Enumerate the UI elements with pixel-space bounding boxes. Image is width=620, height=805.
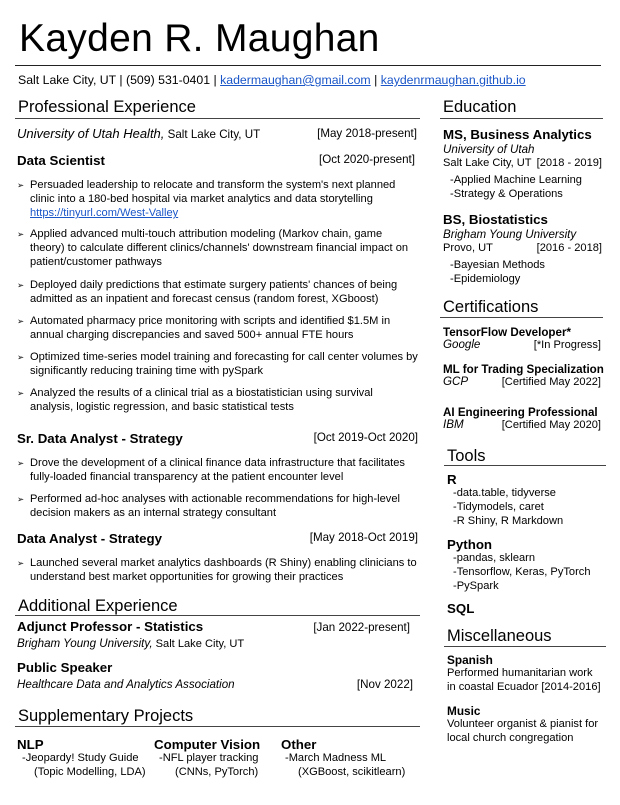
projects-divider bbox=[15, 726, 420, 727]
role-title: Data Analyst - Strategy bbox=[17, 531, 163, 546]
project-line: (Topic Modelling, LDA) bbox=[34, 766, 146, 778]
bullet-item: ➢ Persuaded leadership to relocate and transform the system's next planned clinic into a 180-bed hospital via market analytics and data storytelling https://tinyurl.com/West-Valley bbox=[17, 178, 419, 220]
header-divider bbox=[15, 65, 601, 66]
role-bullets bbox=[17, 178, 419, 414]
misc-line: local church congregation bbox=[447, 732, 574, 744]
bullet-item: ➢ Launched several market analytics dashboards (R Shiny) enabling clinicians to understand best market opportunities for growing their practices bbox=[17, 556, 419, 584]
position-org: Healthcare Data and Analytics Association bbox=[17, 678, 235, 691]
bullet-item: ➢ Applied advanced multi-touch attribution modeling (Markov chain, game theory) to calculate different clinics/channels' downstream financial impact on patient/customer pathways bbox=[17, 227, 419, 269]
cert-status: [Certified May 2022] bbox=[501, 376, 601, 388]
position-dates: [Jan 2022-present] bbox=[313, 621, 410, 634]
position-org-line bbox=[17, 635, 244, 652]
degree-dates: [2016 - 2018] bbox=[536, 242, 602, 254]
education-divider bbox=[440, 118, 603, 119]
bullet-item: ➢ Drove the development of a clinical finance data infrastructure that facilitates fully-loaded financial transparency at the patient encounter level bbox=[17, 456, 419, 484]
west-valley-link[interactable]: https://tinyurl.com/West-Valley bbox=[30, 207, 179, 220]
cert-title: TensorFlow Developer* bbox=[443, 326, 571, 339]
project-line: -Jeopardy! Study Guide bbox=[22, 752, 139, 764]
resume-name: Kayden R. Maughan bbox=[19, 17, 380, 60]
misc-line: Volunteer organist & pianist for bbox=[447, 718, 599, 730]
contact-line bbox=[18, 72, 526, 88]
tool-line: -data.table, tidyverse bbox=[453, 487, 556, 499]
project-title: NLP bbox=[17, 737, 44, 752]
position-location: Salt Lake City, UT bbox=[152, 638, 245, 650]
degree-dates: [2018 - 2019] bbox=[536, 157, 602, 169]
school-name: Brigham Young University bbox=[443, 228, 577, 241]
school-name: University of Utah bbox=[443, 143, 535, 156]
section-heading-tools: Tools bbox=[447, 447, 486, 465]
misc-title: Spanish bbox=[447, 653, 493, 667]
degree-title: BS, Biostatistics bbox=[443, 212, 548, 227]
project-title: Other bbox=[281, 737, 317, 752]
position-org: Brigham Young University, bbox=[17, 637, 153, 650]
role-title: Sr. Data Analyst - Strategy bbox=[17, 431, 183, 446]
location-phone: Salt Lake City, UT | (509) 531-0401 | bbox=[18, 73, 221, 87]
degree-detail: -Applied Machine Learning bbox=[450, 174, 582, 186]
tool-line: -Tensorflow, Keras, PyTorch bbox=[453, 566, 591, 578]
bullet-item: ➢ Optimized time-series model training and forecasting for call center volumes by significantly reducing training time with pySpark bbox=[17, 350, 419, 378]
employer-line bbox=[17, 126, 260, 143]
contact-separator: | bbox=[370, 73, 381, 87]
school-location: Provo, UT bbox=[443, 242, 493, 254]
misc-title: Music bbox=[447, 704, 481, 718]
degree-detail: -Epidemiology bbox=[450, 273, 521, 285]
tool-line: -Tidymodels, caret bbox=[453, 501, 544, 513]
project-line: (XGBoost, scikitlearn) bbox=[298, 766, 406, 778]
section-heading-experience: Professional Experience bbox=[18, 98, 196, 116]
tool-line: -R Shiny, R Markdown bbox=[453, 515, 564, 527]
role-dates: [Oct 2020-present] bbox=[318, 153, 415, 166]
tool-group-title: R bbox=[447, 472, 457, 487]
role-title: Data Scientist bbox=[17, 153, 105, 168]
position-dates: [Nov 2022] bbox=[356, 678, 413, 691]
section-heading-misc: Miscellaneous bbox=[447, 627, 552, 645]
section-heading-additional: Additional Experience bbox=[18, 597, 178, 615]
misc-line: in coastal Ecuador [2014-2016] bbox=[447, 681, 601, 693]
school-location: Salt Lake City, UT bbox=[443, 157, 532, 169]
role-dates: [May 2018-Oct 2019] bbox=[309, 531, 418, 544]
section-heading-education: Education bbox=[443, 98, 517, 116]
cert-issuer: GCP bbox=[443, 375, 469, 388]
cert-status: [*In Progress] bbox=[533, 339, 601, 351]
cert-status: [Certified May 2020] bbox=[501, 419, 601, 431]
certifications-divider bbox=[440, 317, 603, 318]
tool-line: -PySpark bbox=[453, 580, 499, 592]
project-line: -March Madness ML bbox=[285, 752, 387, 764]
role-bullets bbox=[17, 456, 419, 520]
misc-line: Performed humanitarian work bbox=[447, 667, 593, 679]
cert-title: ML for Trading Specialization bbox=[443, 363, 604, 376]
position-title: Adjunct Professor - Statistics bbox=[17, 619, 204, 634]
position-title: Public Speaker bbox=[17, 660, 113, 675]
website-link[interactable]: kaydenrmaughan.github.io bbox=[380, 73, 526, 87]
employer-dates: [May 2018-present] bbox=[317, 127, 417, 140]
role-bullets bbox=[17, 556, 419, 584]
experience-divider bbox=[15, 118, 420, 119]
additional-divider bbox=[15, 615, 420, 616]
project-line: -NFL player tracking bbox=[159, 752, 259, 764]
role-dates: [Oct 2019-Oct 2020] bbox=[313, 431, 418, 444]
tool-group-title: Python bbox=[447, 537, 493, 552]
bullet-item: ➢ Deployed daily predictions that estimate surgery patients' chances of being admitted as an inpatient and forecast census (random forest, XGboost) bbox=[17, 278, 419, 306]
bullet-item: ➢ Analyzed the results of a clinical trial as a biostatistician using survival analysis, logistic regression, and basic statistical tests bbox=[17, 386, 419, 414]
section-heading-certifications: Certifications bbox=[443, 298, 539, 316]
degree-title: MS, Business Analytics bbox=[443, 127, 592, 142]
bullet-item: ➢ Performed ad-hoc analyses with actionable recommendations for high-level decision makers as an internal strategy consultant bbox=[17, 492, 419, 520]
employer-name: University of Utah Health, bbox=[17, 126, 165, 141]
tool-line: -pandas, sklearn bbox=[453, 552, 536, 564]
degree-detail: -Strategy & Operations bbox=[450, 188, 563, 200]
bullet-item: ➢ Automated pharmacy price monitoring with scripts and identified $1.5M in annual charging discrepancies and saved 500+ annual FTE hours bbox=[17, 314, 419, 342]
tool-group-title: SQL bbox=[447, 601, 475, 616]
degree-detail: -Bayesian Methods bbox=[450, 259, 545, 271]
cert-issuer: Google bbox=[443, 338, 481, 351]
cert-title: AI Engineering Professional bbox=[443, 406, 598, 419]
email-link[interactable]: kadermaughan@gmail.com bbox=[220, 73, 371, 87]
employer-location: Salt Lake City, UT bbox=[164, 128, 261, 141]
cert-issuer: IBM bbox=[443, 418, 464, 431]
section-heading-projects: Supplementary Projects bbox=[18, 707, 194, 725]
misc-divider bbox=[444, 646, 606, 647]
project-line: (CNNs, PyTorch) bbox=[175, 766, 259, 778]
tools-divider bbox=[444, 465, 606, 466]
project-title: Computer Vision bbox=[154, 737, 261, 752]
